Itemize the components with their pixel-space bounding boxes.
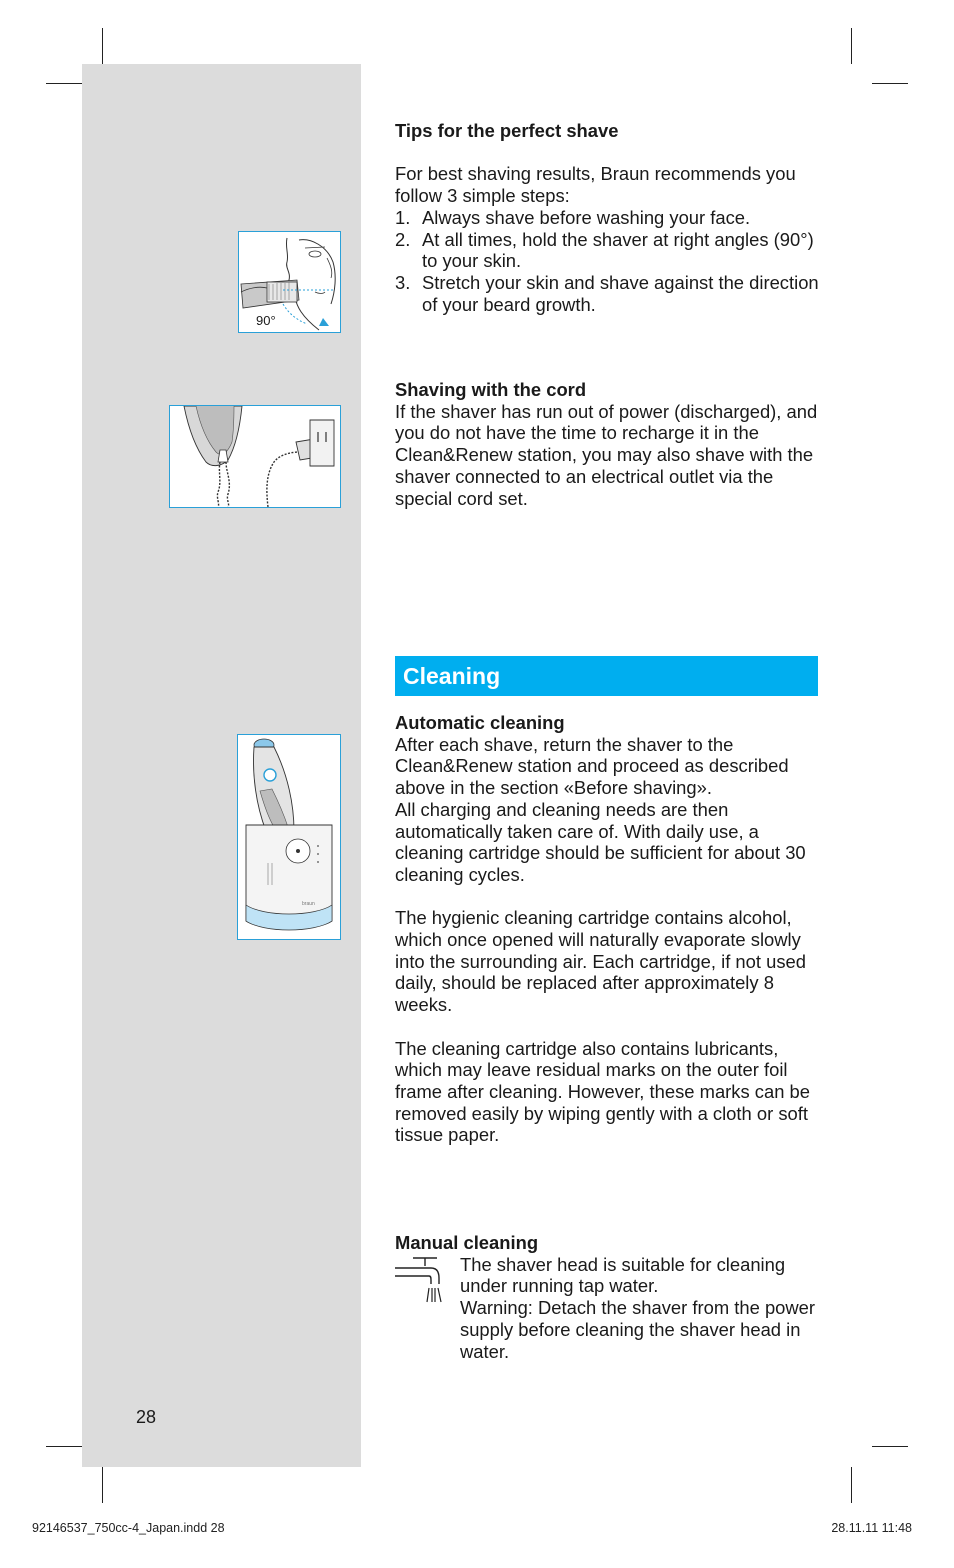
automatic-cleaning-text: The hygienic cleaning cartridge contains alcohol, which once opened will naturally evaporate slowly into the surrounding air. Each cartridge, if not used daily, should be replaced after approximately 8 weeks. [395, 907, 806, 1016]
automatic-cleaning-text: After each shave, return the shaver to the Clean&Renew station and proceed as described above in the section «Before shaving». [395, 733, 789, 799]
footer-timestamp: 28.11.11 11:48 [831, 1521, 912, 1535]
manual-cleaning-text: Warning: Detach the shaver from the power supply before cleaning the shaver head in water. [460, 1297, 816, 1362]
list-item: 1. Always shave before washing your face. [395, 206, 751, 228]
tips-heading: Tips for the perfect shave [395, 120, 619, 141]
manual-cleaning-text: The shaver head is suitable for cleaning under running tap water. [460, 1253, 786, 1297]
crop-mark [46, 1446, 82, 1447]
automatic-cleaning-text: All charging and cleaning needs are then automatically taken care of. With daily use, a cleaning cartridge should be sufficient for about 30 cleaning cycles. [395, 798, 806, 885]
clean-renew-station-illustration [237, 734, 341, 940]
crop-mark [102, 1467, 103, 1503]
page-number: 28 [136, 1407, 157, 1427]
manual-cleaning-section [395, 1232, 820, 1362]
crop-mark [872, 83, 908, 84]
cord-section [395, 379, 820, 509]
face-shaver-icon [239, 232, 340, 332]
list-item: 2. At all times, hold the shaver at right angles (90°) to your skin. [395, 228, 814, 272]
cord-heading: Shaving with the cord [395, 379, 587, 400]
tap-water-icon [393, 1256, 445, 1308]
crop-mark [46, 83, 82, 84]
automatic-cleaning-text: The cleaning cartridge also contains lubricants, which may leave residual marks on the outer foil frame after cleaning. However, these marks can be removed easily by wiping gently with a cloth or soft tissue paper. [395, 1037, 811, 1146]
cleaning-title: Cleaning [403, 663, 501, 689]
shaver-cord-icon [170, 406, 340, 507]
tips-section [395, 120, 820, 315]
tips-steps [395, 207, 820, 316]
cord-body: If the shaver has run out of power (discharged), and you do not have the time to recharge it in the Clean&Renew station, you may also shave with the shaver connected to an electrical outlet via the special cord set. [395, 400, 818, 509]
cord-illustration [169, 405, 341, 508]
cleaning-station-icon [238, 735, 340, 939]
manual-cleaning-heading: Manual cleaning [395, 1232, 539, 1253]
automatic-cleaning-heading: Automatic cleaning [395, 712, 565, 733]
crop-mark [102, 28, 103, 64]
crop-mark [851, 1467, 852, 1503]
footer-file-info: 92146537_750cc-4_Japan.indd 28 [32, 1521, 225, 1535]
angle-label: 90° [256, 313, 276, 328]
section-banner [395, 656, 818, 696]
list-item: 3. Stretch your skin and shave against the direction of your beard growth. [395, 271, 819, 315]
crop-mark [851, 28, 852, 64]
crop-mark [872, 1446, 908, 1447]
tips-intro: For best shaving results, Braun recommends you follow 3 simple steps: [395, 163, 796, 207]
automatic-cleaning-section [395, 712, 820, 1146]
manual-cleaning-body [395, 1254, 820, 1363]
shaving-angle-illustration [238, 231, 341, 333]
svg-text:braun: braun [302, 901, 315, 907]
